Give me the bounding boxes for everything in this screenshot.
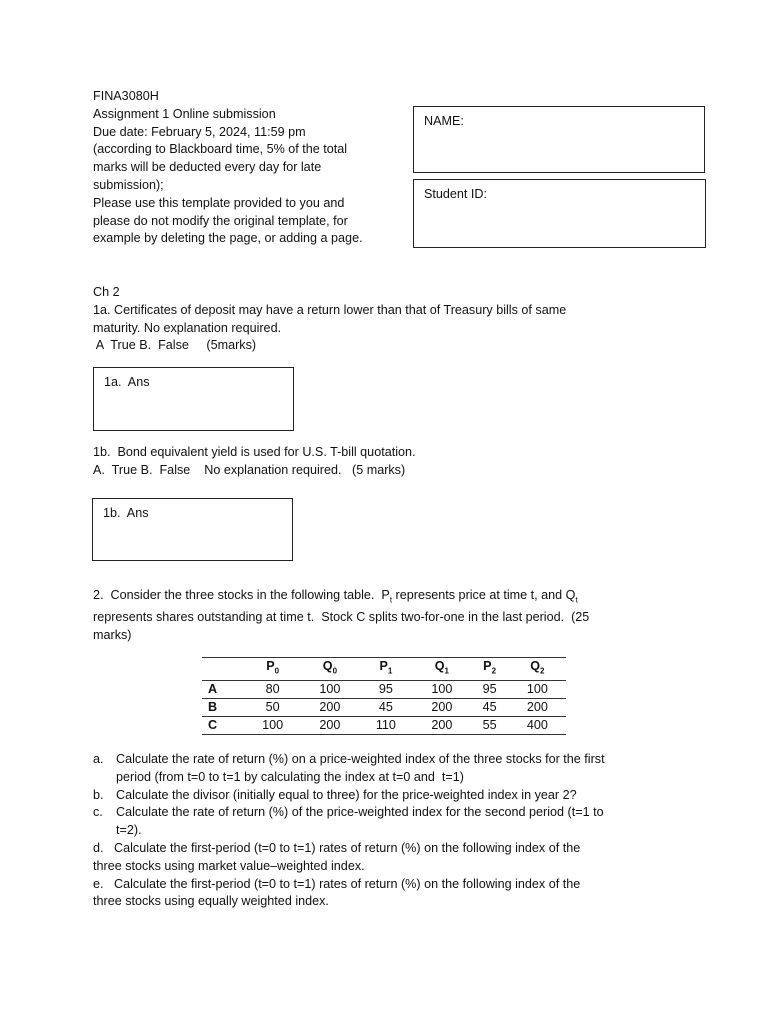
answer-label-1b: 1b. Ans — [103, 506, 149, 520]
answer-box-1b[interactable] — [92, 498, 293, 561]
answer-box-1a[interactable] — [93, 367, 294, 431]
subquestion-line: Calculate the divisor (initially equal to three) for the price-weighted index in year 2? — [116, 787, 577, 802]
header-line: marks will be deducted every day for late — [93, 160, 322, 175]
subquestion-line: three stocks using equally weighted index. — [93, 894, 329, 909]
header-line: submission); — [93, 177, 164, 192]
subquestion-line: e. Calculate the first-period (t=0 to t=1) rates of return (%) on the following index of the — [93, 876, 581, 891]
table-cell: 55 — [482, 717, 497, 732]
student-id-field[interactable] — [413, 179, 706, 248]
table-row — [202, 698, 566, 716]
question-line: marks) — [93, 628, 132, 643]
answer-label-1a: 1a. Ans — [104, 375, 150, 389]
table-cell: 50 — [265, 699, 280, 714]
subquestion-marker: a. — [93, 752, 104, 766]
subquestion-marker: b. — [93, 787, 104, 802]
row-header: C — [208, 717, 218, 732]
subquestion-line: Calculate the rate of return (%) on a price-weighted index of the three stocks for the first — [116, 752, 605, 766]
question-1b — [93, 444, 673, 480]
course-code: FINA3080H — [93, 89, 159, 103]
student-id-label: Student ID: — [424, 187, 488, 201]
table-cell: 100 — [262, 717, 284, 732]
header-line: please do not modify the original template, for — [93, 213, 348, 228]
table-cell: 200 — [319, 699, 341, 714]
table-cell: 80 — [265, 681, 280, 696]
question-options: A True B. False (5marks) — [93, 338, 257, 353]
table-cell: 95 — [482, 681, 497, 696]
table-cell: 95 — [378, 681, 393, 696]
col-header-p1: $P_1$ — [379, 659, 393, 676]
subquestion-d — [93, 840, 673, 876]
subscript: t — [575, 595, 578, 605]
table-cell: 45 — [482, 699, 497, 714]
subquestion-e — [93, 876, 673, 912]
row-header: B — [208, 699, 218, 714]
question-line: 1a. Certificates of deposit may have a return lower than that of Treasury bills of same — [93, 302, 567, 317]
table-cell: 400 — [526, 717, 548, 732]
intro-text: represents price at time t, and Q — [392, 588, 576, 602]
subquestion-line: t=2). — [116, 823, 142, 838]
subquestion-list — [93, 751, 673, 911]
col-header-p2: $P_2$ — [483, 659, 497, 676]
table-corner — [202, 658, 244, 681]
subquestion-a — [93, 751, 673, 787]
header-line: (according to Blackboard time, 5% of the total — [93, 142, 348, 157]
col-header-p0: $P_0$ — [266, 659, 280, 676]
table-cell: 45 — [378, 699, 393, 714]
subquestion-line: three stocks using market value–weighted index. — [93, 858, 365, 873]
header-line: example by deleting the page, or adding a page. — [93, 231, 363, 246]
question-options: A. True B. False No explanation required. (5 marks) — [93, 462, 406, 477]
table-cell: 100 — [431, 681, 453, 696]
subquestion-b — [93, 787, 673, 805]
table-row — [202, 716, 566, 734]
header-line: Please use this template provided to you and — [93, 195, 345, 210]
subquestion-line: period (from t=0 to t=1 by calculating the index at t=0 and t=1) — [116, 769, 464, 784]
table-header-row — [202, 658, 566, 681]
chapter-heading: Ch 2 — [93, 285, 120, 299]
question-line — [93, 587, 673, 609]
table-cell: 200 — [431, 699, 453, 714]
table-cell: 100 — [319, 681, 341, 696]
question-1a — [93, 284, 673, 355]
table-row — [202, 680, 566, 698]
question-line: maturity. No explanation required. — [93, 320, 282, 335]
table-cell: 100 — [526, 681, 548, 696]
question-line: represents shares outstanding at time t. Stock C splits two-for-one in the last period. (25 — [93, 610, 590, 625]
name-label: NAME: — [424, 114, 464, 128]
subquestion-line: Calculate the rate of return (%) of the price-weighted index for the second period (t=1 to — [116, 805, 604, 820]
table-cell: 200 — [431, 717, 453, 732]
table-cell: 200 — [526, 699, 548, 714]
question-line: 1b. Bond equivalent yield is used for U.S. T-bill quotation. — [93, 445, 416, 459]
due-date: Due date: February 5, 2024, 11:59 pm — [93, 124, 306, 139]
col-header-q0: $Q_0$ — [322, 659, 338, 676]
subquestion-marker: c. — [93, 805, 103, 820]
col-header-q1: $Q_1$ — [434, 659, 449, 676]
assignment-header — [93, 88, 363, 248]
assignment-title: Assignment 1 Online submission — [93, 106, 276, 121]
subscript: t — [389, 595, 393, 605]
col-header-q2: $Q_2$ — [530, 659, 545, 676]
intro-text: 2. Consider the three stocks in the following table. P — [93, 588, 390, 602]
table-cell: 200 — [319, 717, 341, 732]
name-field[interactable] — [413, 106, 705, 173]
table-cell: 110 — [375, 717, 396, 732]
question-2-intro — [93, 587, 673, 645]
subquestion-line: d. Calculate the first-period (t=0 to t=1) rates of return (%) on the following index of the — [93, 840, 581, 855]
row-header: A — [208, 681, 218, 696]
subquestion-c — [93, 804, 673, 840]
stocks-table — [202, 657, 566, 735]
